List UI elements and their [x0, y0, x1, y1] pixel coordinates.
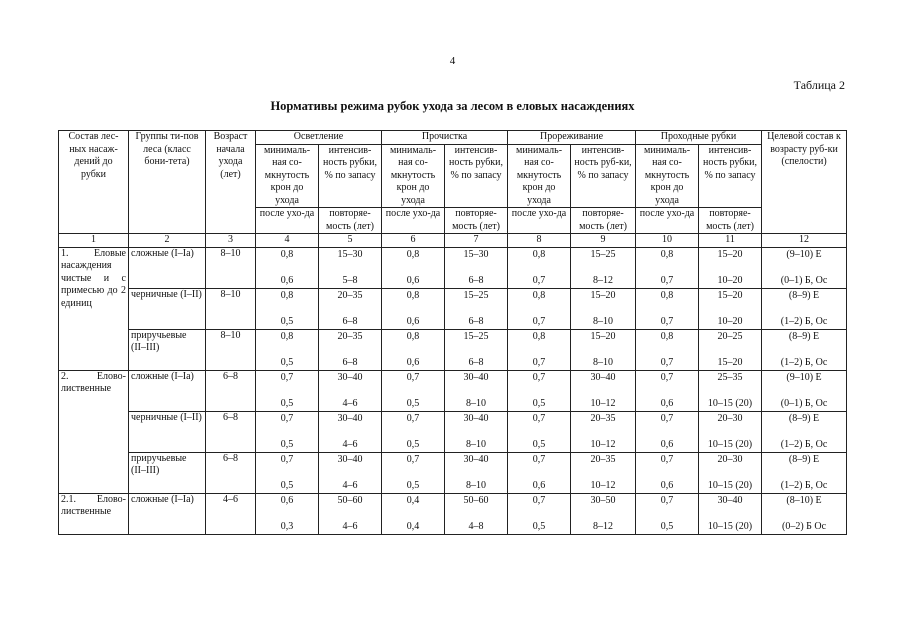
value-top: 15–20: [717, 248, 743, 260]
target-main: (9–10) Е: [786, 371, 822, 383]
page-number: 4: [449, 55, 456, 67]
target-admixture: (0–2) Б Ос: [781, 521, 827, 532]
group-label: 1. Еловые насаждения чистые и с примесью до 2 единиц: [59, 247, 129, 370]
value-top: 0,6: [280, 494, 294, 506]
value-cell: [636, 329, 699, 370]
header-after: после ухо-да: [382, 208, 445, 234]
value-bottom: 6–8: [468, 275, 484, 286]
value-cell: [571, 370, 636, 411]
value-bottom: 0,7: [660, 316, 674, 327]
value-bottom: 4–6: [342, 521, 358, 532]
value-top: 0,8: [280, 330, 294, 342]
header-start-age: Возраст начала ухода (лет): [206, 131, 256, 234]
table-row: [59, 411, 847, 452]
target-admixture: (1–2) Б, Ос: [780, 316, 828, 327]
value-cell: [699, 288, 762, 329]
value-top: 15–25: [463, 330, 489, 342]
value-bottom: 0,7: [660, 275, 674, 286]
value-top: 30–40: [337, 371, 363, 383]
value-top: 0,7: [660, 412, 674, 424]
header-min-density: минималь-ная со-мкнутость крон до ухода: [256, 144, 319, 208]
value-top: 0,8: [660, 248, 674, 260]
value-cell: [382, 288, 445, 329]
value-bottom: 10–12: [590, 398, 616, 409]
header-after: после ухо-да: [508, 208, 571, 234]
value-bottom: 4–6: [342, 480, 358, 491]
value-cell: [508, 288, 571, 329]
header-intensity: интенсив-ность рубки, % по запасу: [319, 144, 382, 208]
header-repeat: повторяе-мость (лет): [699, 208, 762, 234]
value-bottom: 0,3: [280, 521, 294, 532]
value-bottom: 10–15 (20): [707, 439, 753, 450]
target-main: (8–9) Е: [788, 453, 820, 465]
value-cell: [699, 329, 762, 370]
target-main: (8–9) Е: [788, 330, 820, 342]
value-bottom: 10–20: [717, 275, 743, 286]
value-cell: [256, 329, 319, 370]
table-header: [59, 131, 847, 248]
value-top: 0,8: [660, 330, 674, 342]
header-min-density: минималь-ная со-мкнутость крон до ухода: [508, 144, 571, 208]
value-bottom: 4–6: [342, 398, 358, 409]
value-top: 0,8: [406, 330, 420, 342]
header-prorejivanie: Прореживание: [508, 131, 636, 145]
value-cell: [445, 411, 508, 452]
value-bottom: 8–10: [466, 480, 487, 491]
value-bottom: 0,6: [660, 398, 674, 409]
col-number: 2: [129, 234, 206, 248]
value-top: 0,7: [532, 371, 546, 383]
value-cell: [319, 452, 382, 493]
col-number: 9: [571, 234, 636, 248]
value-cell: [699, 411, 762, 452]
value-cell: [571, 247, 636, 288]
target-composition-cell: [762, 493, 847, 534]
start-age-cell: 8–10: [206, 247, 256, 288]
value-top: 20–30: [717, 412, 743, 424]
value-bottom: 8–10: [466, 398, 487, 409]
target-main: (8–10) Е: [786, 494, 822, 506]
table-row: [59, 247, 847, 288]
value-bottom: 0,5: [280, 398, 294, 409]
col-number: 5: [319, 234, 382, 248]
value-cell: [319, 288, 382, 329]
target-main: (9–10) Е: [786, 248, 822, 260]
value-bottom: 10–12: [590, 439, 616, 450]
value-top: 25–35: [717, 371, 743, 383]
value-bottom: 8–10: [593, 357, 614, 368]
value-cell: [571, 411, 636, 452]
value-cell: [636, 247, 699, 288]
value-top: 30–40: [337, 453, 363, 465]
target-composition-cell: [762, 452, 847, 493]
value-bottom: 0,5: [406, 439, 420, 450]
value-bottom: 0,5: [532, 439, 546, 450]
start-age-cell: 8–10: [206, 288, 256, 329]
value-cell: [382, 493, 445, 534]
col-number: 6: [382, 234, 445, 248]
target-composition-cell: [762, 329, 847, 370]
value-bottom: 10–15 (20): [707, 480, 753, 491]
header-forest-types: Группы ти-пов леса (класс бони-тета): [129, 131, 206, 234]
target-admixture: (1–2) Б, Ос: [780, 439, 828, 450]
value-cell: [319, 370, 382, 411]
value-cell: [382, 452, 445, 493]
value-bottom: 0,5: [280, 439, 294, 450]
table-row: [59, 370, 847, 411]
value-cell: [508, 329, 571, 370]
norms-table: [58, 130, 847, 535]
value-cell: [571, 329, 636, 370]
value-cell: [636, 493, 699, 534]
target-composition-cell: [762, 247, 847, 288]
target-admixture: (0–1) Б, Ос: [780, 275, 828, 286]
value-bottom: 0,5: [406, 398, 420, 409]
value-top: 15–25: [590, 248, 616, 260]
value-bottom: 0,5: [280, 316, 294, 327]
value-top: 15–30: [463, 248, 489, 260]
start-age-cell: 6–8: [206, 411, 256, 452]
value-top: 20–30: [717, 453, 743, 465]
value-bottom: 10–15 (20): [707, 521, 753, 532]
start-age-cell: 6–8: [206, 370, 256, 411]
value-top: 0,7: [660, 494, 674, 506]
value-top: 20–35: [337, 330, 363, 342]
value-bottom: 0,6: [660, 480, 674, 491]
value-cell: [382, 411, 445, 452]
start-age-cell: 6–8: [206, 452, 256, 493]
value-top: 0,7: [406, 371, 420, 383]
value-bottom: 0,7: [532, 357, 546, 368]
forest-type-cell: сложные (I–Ia): [129, 493, 206, 534]
column-number-row: [59, 234, 847, 248]
value-cell: [636, 370, 699, 411]
target-main: (8–9) Е: [788, 412, 820, 424]
value-bottom: 10–12: [590, 480, 616, 491]
value-cell: [571, 288, 636, 329]
value-top: 0,8: [660, 289, 674, 301]
value-cell: [636, 452, 699, 493]
value-top: 20–35: [337, 289, 363, 301]
start-age-cell: 4–6: [206, 493, 256, 534]
header-intensity: интенсив-ность рубки, % по запасу: [445, 144, 508, 208]
value-cell: [445, 247, 508, 288]
value-top: 0,7: [532, 412, 546, 424]
col-number: 11: [699, 234, 762, 248]
value-top: 0,7: [280, 412, 294, 424]
table-row: [59, 288, 847, 329]
table-title: Нормативы режима рубок ухода за лесом в еловых насаждениях: [270, 99, 635, 113]
header-intensity: интенсив-ность руб-ки, % по запасу: [571, 144, 636, 208]
value-top: 0,7: [406, 453, 420, 465]
value-cell: [636, 411, 699, 452]
value-cell: [699, 370, 762, 411]
value-top: 0,7: [660, 371, 674, 383]
value-top: 0,8: [532, 330, 546, 342]
value-cell: [256, 452, 319, 493]
value-top: 50–60: [463, 494, 489, 506]
value-bottom: 15–20: [717, 357, 743, 368]
header-after: после ухо-да: [636, 208, 699, 234]
table-body: [59, 247, 847, 534]
value-top: 0,8: [532, 289, 546, 301]
value-bottom: 0,5: [532, 521, 546, 532]
target-admixture: (1–2) Б, Ос: [780, 357, 828, 368]
col-number: 8: [508, 234, 571, 248]
value-cell: [508, 452, 571, 493]
value-cell: [445, 288, 508, 329]
target-main: (8–9) Е: [788, 289, 820, 301]
value-bottom: 8–12: [593, 521, 614, 532]
value-cell: [445, 493, 508, 534]
value-top: 50–60: [337, 494, 363, 506]
table-row: [59, 493, 847, 534]
value-cell: [699, 452, 762, 493]
col-number: 4: [256, 234, 319, 248]
table-row: [59, 329, 847, 370]
value-bottom: 5–8: [342, 275, 358, 286]
value-bottom: 0,7: [532, 316, 546, 327]
value-bottom: 4–8: [468, 521, 484, 532]
target-composition-cell: [762, 288, 847, 329]
header-after: после ухо-да: [256, 208, 319, 234]
col-number: 3: [206, 234, 256, 248]
value-top: 15–25: [463, 289, 489, 301]
value-cell: [256, 370, 319, 411]
value-cell: [256, 288, 319, 329]
value-cell: [256, 493, 319, 534]
value-cell: [319, 329, 382, 370]
value-top: 0,7: [280, 371, 294, 383]
value-top: 30–40: [337, 412, 363, 424]
value-top: 0,8: [406, 289, 420, 301]
col-number: 1: [59, 234, 129, 248]
value-top: 30–40: [590, 371, 616, 383]
value-cell: [508, 411, 571, 452]
value-bottom: 6–8: [342, 357, 358, 368]
value-top: 0,8: [406, 248, 420, 260]
value-top: 0,7: [532, 453, 546, 465]
value-top: 0,8: [280, 289, 294, 301]
value-top: 15–20: [590, 289, 616, 301]
value-cell: [699, 493, 762, 534]
value-top: 15–20: [590, 330, 616, 342]
value-bottom: 0,5: [280, 357, 294, 368]
value-bottom: 0,6: [406, 316, 420, 327]
col-number: 12: [762, 234, 847, 248]
target-composition-cell: [762, 370, 847, 411]
forest-type-cell: приручьевые (II–III): [129, 329, 206, 370]
value-top: 15–30: [337, 248, 363, 260]
value-cell: [636, 288, 699, 329]
value-bottom: 0,5: [406, 480, 420, 491]
value-top: 30–40: [463, 412, 489, 424]
value-bottom: 0,6: [280, 275, 294, 286]
value-top: 0,8: [532, 248, 546, 260]
forest-type-cell: сложные (I–Ia): [129, 370, 206, 411]
value-bottom: 0,5: [532, 398, 546, 409]
header-min-density: минималь-ная со-мкнутость крон до ухода: [636, 144, 699, 208]
value-cell: [256, 411, 319, 452]
value-top: 20–25: [717, 330, 743, 342]
value-cell: [508, 247, 571, 288]
target-admixture: (0–1) Б, Ос: [780, 398, 828, 409]
value-bottom: 0,7: [532, 275, 546, 286]
col-number: 7: [445, 234, 508, 248]
table-row: [59, 452, 847, 493]
value-bottom: 0,6: [406, 275, 420, 286]
value-cell: [508, 493, 571, 534]
value-bottom: 10–15 (20): [707, 398, 753, 409]
value-cell: [382, 329, 445, 370]
group-label: 2.1. Елово-лиственные: [59, 493, 129, 534]
value-bottom: 0,6: [406, 357, 420, 368]
header-composition: Состав лес-ных насаж-дений до рубки: [59, 131, 129, 234]
value-top: 0,7: [406, 412, 420, 424]
col-number: 10: [636, 234, 699, 248]
value-top: 0,7: [660, 453, 674, 465]
value-top: 0,7: [280, 453, 294, 465]
forest-type-cell: черничные (I–II): [129, 288, 206, 329]
header-intensity: интенсив-ность рубки, % по запасу: [699, 144, 762, 208]
header-prochistka: Прочистка: [382, 131, 508, 145]
header-repeat: повторяе-мость (лет): [571, 208, 636, 234]
header-min-density: минималь-ная со-мкнутость крон до ухода: [382, 144, 445, 208]
group-label: 2. Елово-лиственные: [59, 370, 129, 493]
value-bottom: 6–8: [342, 316, 358, 327]
value-cell: [508, 370, 571, 411]
value-bottom: 0,6: [532, 480, 546, 491]
value-bottom: 0,5: [660, 521, 674, 532]
value-bottom: 10–20: [717, 316, 743, 327]
value-top: 0,7: [532, 494, 546, 506]
value-top: 15–20: [717, 289, 743, 301]
value-bottom: 8–10: [593, 316, 614, 327]
target-admixture: (1–2) Б, Ос: [780, 480, 828, 491]
target-composition-cell: [762, 411, 847, 452]
start-age-cell: 8–10: [206, 329, 256, 370]
value-bottom: 8–10: [466, 439, 487, 450]
table-label: Таблица 2: [793, 78, 845, 92]
value-top: 30–40: [463, 371, 489, 383]
value-cell: [319, 493, 382, 534]
value-top: 20–35: [590, 412, 616, 424]
header-repeat: повторяе-мость (лет): [445, 208, 508, 234]
forest-type-cell: черничные (I–II): [129, 411, 206, 452]
value-cell: [571, 452, 636, 493]
value-top: 30–40: [717, 494, 743, 506]
value-top: 0,8: [280, 248, 294, 260]
value-bottom: 6–8: [468, 316, 484, 327]
header-osvetlenie: Осветление: [256, 131, 382, 145]
value-bottom: 0,7: [660, 357, 674, 368]
value-cell: [319, 247, 382, 288]
value-cell: [319, 411, 382, 452]
value-bottom: 8–12: [593, 275, 614, 286]
header-target-composition: Целевой состав к возрасту руб-ки (спелости): [762, 131, 847, 234]
value-bottom: 0,6: [660, 439, 674, 450]
value-top: 30–40: [463, 453, 489, 465]
value-cell: [445, 452, 508, 493]
value-bottom: 6–8: [468, 357, 484, 368]
value-cell: [445, 329, 508, 370]
forest-type-cell: приручьевые (II–III): [129, 452, 206, 493]
value-bottom: 4–6: [342, 439, 358, 450]
value-bottom: 0,5: [280, 480, 294, 491]
value-top: 0,4: [406, 494, 420, 506]
value-top: 20–35: [590, 453, 616, 465]
header-repeat: повторяе-мость (лет): [319, 208, 382, 234]
forest-type-cell: сложные (I–Ia): [129, 247, 206, 288]
value-cell: [382, 370, 445, 411]
value-cell: [256, 247, 319, 288]
value-cell: [382, 247, 445, 288]
value-bottom: 0,4: [406, 521, 420, 532]
value-top: 30–50: [590, 494, 616, 506]
value-cell: [445, 370, 508, 411]
value-cell: [699, 247, 762, 288]
value-cell: [571, 493, 636, 534]
header-prohodnye: Проходные рубки: [636, 131, 762, 145]
